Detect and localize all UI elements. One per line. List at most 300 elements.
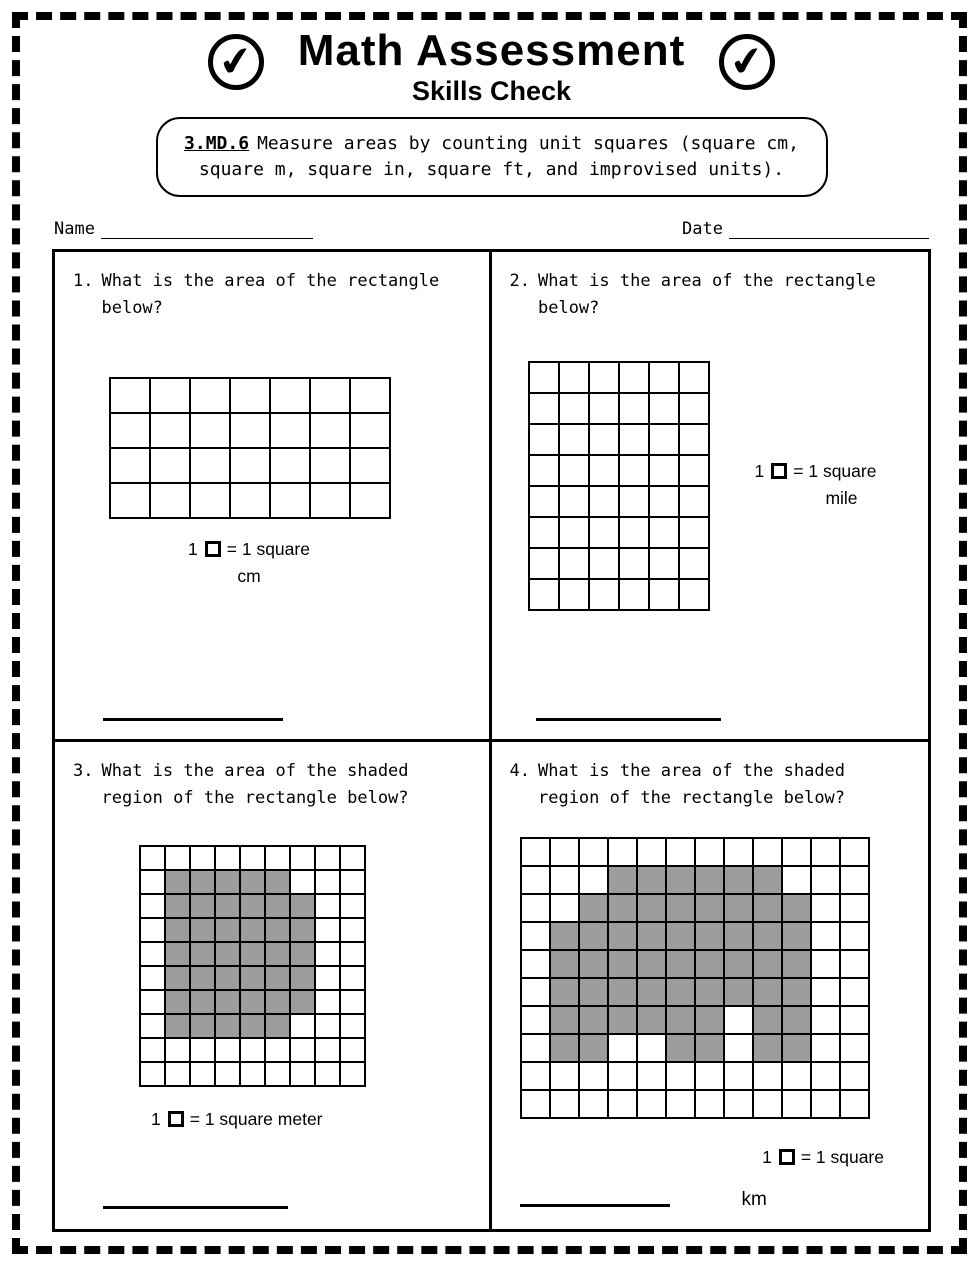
grid-cell-shaded <box>608 978 637 1006</box>
grid-cell <box>559 424 589 455</box>
grid-cell <box>637 1062 666 1090</box>
grid-cell <box>350 413 390 448</box>
grid-cell-shaded <box>782 1034 811 1062</box>
grid-cell <box>315 966 340 990</box>
grid-cell <box>529 393 559 424</box>
grid-cell <box>310 483 350 518</box>
grid-cell <box>649 455 679 486</box>
grid-cell <box>589 517 619 548</box>
question-3-number: 3. <box>73 761 94 782</box>
grid-cell <box>579 866 608 894</box>
grid-cell <box>559 393 589 424</box>
grid-cell-shaded <box>579 978 608 1006</box>
grid-cell-shaded <box>290 966 315 990</box>
grid-cell-shaded <box>240 870 265 894</box>
grid-cell <box>270 483 310 518</box>
grid-cell <box>637 838 666 866</box>
legend-q3 <box>151 1107 471 1132</box>
grid-cell-shaded <box>724 978 753 1006</box>
check-glyph: ✔ <box>727 36 768 88</box>
grid-cell <box>150 448 190 483</box>
grid-cell <box>679 393 709 424</box>
grid-cell <box>637 1090 666 1118</box>
question-4-number: 4. <box>509 761 530 782</box>
grid-cell-shaded <box>608 922 637 950</box>
grid-cell-shaded <box>265 990 290 1014</box>
question-1-body: What is the area of the rectangle below? <box>101 271 440 318</box>
legend-q4 <box>762 1145 910 1170</box>
grid-cell <box>230 448 270 483</box>
grid-cell <box>230 483 270 518</box>
grid-cell-shaded <box>190 1014 215 1038</box>
date-input-line[interactable] <box>729 221 929 239</box>
legend-q1-line <box>109 537 389 562</box>
grid-cell-shaded <box>215 942 240 966</box>
grid-cell <box>270 413 310 448</box>
grid-cell-shaded <box>215 894 240 918</box>
grid-cell <box>619 393 649 424</box>
grid-cell-shaded <box>165 990 190 1014</box>
grid-cell <box>215 1062 240 1086</box>
grid-cell <box>310 413 350 448</box>
grid-cell-shaded <box>240 942 265 966</box>
grid-cell-shaded <box>637 950 666 978</box>
grid-cell <box>695 1090 724 1118</box>
grid-cell <box>110 378 150 413</box>
grid-cell <box>265 1038 290 1062</box>
grid-cell <box>550 1090 579 1118</box>
grid-cell <box>521 838 550 866</box>
grid-cell-shaded <box>579 894 608 922</box>
grid-cell <box>230 413 270 448</box>
legend-q2-line <box>736 459 896 484</box>
grid-cell <box>840 1062 869 1090</box>
grid-cell <box>240 1038 265 1062</box>
grid-cell <box>559 548 589 579</box>
grid-cell <box>290 846 315 870</box>
legend-equals: = 1 square <box>793 461 877 482</box>
grid-cell <box>608 838 637 866</box>
grid-cell <box>753 1062 782 1090</box>
grid-cell <box>140 846 165 870</box>
grid-cell-shaded <box>637 866 666 894</box>
grid-cell <box>140 870 165 894</box>
grid-cell <box>840 1034 869 1062</box>
grid-cell <box>140 894 165 918</box>
grid-cell <box>315 1038 340 1062</box>
grid-cell <box>315 990 340 1014</box>
grid-cell-shaded <box>637 922 666 950</box>
grid-cell <box>782 1062 811 1090</box>
grid-cell-shaded <box>608 894 637 922</box>
grid-cell <box>840 838 869 866</box>
grid-cell-shaded <box>782 978 811 1006</box>
grid-cell <box>840 1006 869 1034</box>
grid-cell-shaded <box>608 866 637 894</box>
question-2-figure <box>510 321 911 611</box>
grid-cell <box>150 378 190 413</box>
grid-cell-shaded <box>550 978 579 1006</box>
grid-cell <box>840 894 869 922</box>
grid-cell <box>589 424 619 455</box>
grid-cell <box>230 378 270 413</box>
grid-cell <box>340 846 365 870</box>
grid-cell <box>270 378 310 413</box>
page-title: Math Assessment <box>297 26 686 75</box>
grid-cell <box>811 950 840 978</box>
grid-cell <box>521 1090 550 1118</box>
grid-cell <box>521 1062 550 1090</box>
question-3 <box>55 742 492 1229</box>
grid-cell <box>579 838 608 866</box>
grid-cell <box>240 1062 265 1086</box>
grid-cell <box>840 978 869 1006</box>
grid-cell <box>811 866 840 894</box>
unit-square-icon <box>168 1111 184 1127</box>
grid-cell <box>619 424 649 455</box>
grid-cell <box>215 1038 240 1062</box>
grid-cell <box>619 362 649 393</box>
name-date-row <box>52 219 931 239</box>
grid-cell-shaded <box>190 918 215 942</box>
grid-cell <box>589 362 619 393</box>
grid-cell <box>589 455 619 486</box>
grid-cell <box>649 579 679 610</box>
grid-cell-shaded <box>215 966 240 990</box>
checkmark-icon-left <box>208 34 264 90</box>
answer-line-q2[interactable] <box>536 709 721 721</box>
grid-cell <box>340 990 365 1014</box>
answer-row-q1 <box>73 709 471 721</box>
grid-cell <box>140 966 165 990</box>
grid-cell <box>521 978 550 1006</box>
grid-cell-shaded <box>550 950 579 978</box>
grid-cell <box>637 1034 666 1062</box>
grid-cell-shaded <box>190 894 215 918</box>
grid-cell-shaded <box>724 866 753 894</box>
grid-cell <box>315 894 340 918</box>
grid-cell-shaded <box>782 894 811 922</box>
grid-cell <box>110 448 150 483</box>
unit-square-icon <box>205 541 221 557</box>
unit-grid-q3 <box>139 845 366 1087</box>
grid-cell-shaded <box>695 978 724 1006</box>
grid-cell-shaded <box>666 866 695 894</box>
grid-cell-shaded <box>753 1034 782 1062</box>
grid-cell <box>619 517 649 548</box>
name-label: Name <box>54 219 95 240</box>
grid-cell-shaded <box>240 894 265 918</box>
grid-cell-shaded <box>579 1034 608 1062</box>
grid-cell <box>140 990 165 1014</box>
grid-cell <box>619 579 649 610</box>
answer-row-q4 <box>510 1189 911 1211</box>
standard-text: Measure areas by counting unit squares (square cm, square m, square in, square ft, and improvised units). <box>198 133 799 181</box>
answer-line-q1[interactable] <box>103 709 283 721</box>
grid-cell-shaded <box>265 1014 290 1038</box>
question-4 <box>492 742 929 1229</box>
grid-cell-shaded <box>579 950 608 978</box>
grid-cell-shaded <box>753 950 782 978</box>
grid-cell-shaded <box>290 942 315 966</box>
grid-cell <box>589 393 619 424</box>
grid-cell <box>340 918 365 942</box>
grid-cell-shaded <box>290 894 315 918</box>
question-1 <box>55 252 492 742</box>
grid-cell <box>608 1062 637 1090</box>
grid-cell <box>521 894 550 922</box>
grid-cell <box>190 483 230 518</box>
question-4-text <box>510 758 911 811</box>
grid-cell-shaded <box>753 978 782 1006</box>
grid-cell-shaded <box>608 1006 637 1034</box>
grid-cell-shaded <box>215 990 240 1014</box>
grid-cell-shaded <box>190 990 215 1014</box>
grid-cell-shaded <box>215 1014 240 1038</box>
grid-cell <box>190 1062 215 1086</box>
grid-cell <box>724 838 753 866</box>
grid-cell-shaded <box>579 1006 608 1034</box>
grid-cell <box>811 838 840 866</box>
grid-cell <box>840 866 869 894</box>
grid-cell <box>649 424 679 455</box>
grid-cell <box>666 1062 695 1090</box>
grid-cell <box>140 1038 165 1062</box>
grid-cell <box>529 517 559 548</box>
grid-cell-shaded <box>637 978 666 1006</box>
grid-cell <box>340 870 365 894</box>
grid-cell-shaded <box>165 1014 190 1038</box>
question-3-body: What is the area of the shaded region of the rectangle below? <box>101 761 409 808</box>
grid-cell-shaded <box>290 918 315 942</box>
grid-cell <box>753 838 782 866</box>
grid-cell <box>579 1062 608 1090</box>
grid-cell-shaded <box>550 922 579 950</box>
grid-cell <box>679 548 709 579</box>
grid-cell <box>649 548 679 579</box>
grid-cell-shaded <box>165 942 190 966</box>
grid-cell-shaded <box>782 1006 811 1034</box>
grid-cell-shaded <box>724 922 753 950</box>
standard-code: 3.MD.6 <box>184 133 250 155</box>
grid-cell <box>110 413 150 448</box>
grid-cell <box>190 846 215 870</box>
grid-cell-shaded <box>550 1006 579 1034</box>
grid-cell <box>240 846 265 870</box>
grid-cell-shaded <box>240 966 265 990</box>
grid-cell <box>695 1062 724 1090</box>
grid-cell <box>811 1090 840 1118</box>
legend-q2 <box>736 459 896 510</box>
grid-cell-shaded <box>782 922 811 950</box>
grid-cell <box>521 866 550 894</box>
grid-cell <box>619 486 649 517</box>
grid-cell-shaded <box>666 1006 695 1034</box>
question-1-number: 1. <box>73 271 94 292</box>
grid-cell <box>315 942 340 966</box>
question-1-text <box>73 268 471 321</box>
date-field <box>682 219 929 239</box>
grid-cell-shaded <box>666 922 695 950</box>
grid-cell <box>350 378 390 413</box>
grid-cell <box>140 918 165 942</box>
title-block <box>298 28 686 107</box>
grid-cell <box>529 548 559 579</box>
grid-cell <box>315 870 340 894</box>
grid-cell <box>340 1062 365 1086</box>
answer-unit-q4: km <box>741 1189 767 1211</box>
grid-cell <box>811 978 840 1006</box>
unit-square-icon <box>771 463 787 479</box>
question-2-text <box>510 268 911 321</box>
grid-cell-shaded <box>165 918 190 942</box>
grid-cell <box>724 1006 753 1034</box>
grid-cell-shaded <box>608 950 637 978</box>
grid-cell <box>190 378 230 413</box>
grid-cell <box>140 1062 165 1086</box>
question-3-text <box>73 758 471 811</box>
grid-cell-shaded <box>637 1006 666 1034</box>
grid-cell <box>215 846 240 870</box>
grid-cell <box>190 1038 215 1062</box>
grid-cell-shaded <box>666 1034 695 1062</box>
checkmark-icon-right <box>719 34 775 90</box>
grid-cell-shaded <box>695 950 724 978</box>
grid-cell-shaded <box>637 894 666 922</box>
question-2 <box>492 252 929 742</box>
answer-line-q3[interactable] <box>103 1197 288 1209</box>
grid-cell-shaded <box>190 870 215 894</box>
unit-grid-q4 <box>520 837 870 1119</box>
grid-cell <box>165 1038 190 1062</box>
grid-cell-shaded <box>695 1034 724 1062</box>
grid-cell <box>310 378 350 413</box>
legend-q2-unit: mile <box>825 487 858 508</box>
grid-cell-shaded <box>695 1006 724 1034</box>
grid-cell-shaded <box>165 894 190 918</box>
grid-cell <box>290 1014 315 1038</box>
grid-cell-shaded <box>579 922 608 950</box>
questions-table <box>52 249 931 1232</box>
grid-cell <box>350 483 390 518</box>
grid-cell-shaded <box>240 918 265 942</box>
grid-cell <box>782 1090 811 1118</box>
grid-cell-shaded <box>695 894 724 922</box>
grid-cell <box>679 579 709 610</box>
name-field <box>54 219 313 239</box>
grid-cell <box>340 966 365 990</box>
grid-cell-shaded <box>695 866 724 894</box>
grid-cell <box>270 448 310 483</box>
grid-cell <box>290 1062 315 1086</box>
name-input-line[interactable] <box>101 221 313 239</box>
grid-cell-shaded <box>165 966 190 990</box>
grid-cell <box>649 393 679 424</box>
legend-count: 1 <box>188 539 198 560</box>
grid-cell-shaded <box>215 870 240 894</box>
grid-cell <box>315 1062 340 1086</box>
grid-cell <box>290 870 315 894</box>
grid-cell <box>559 579 589 610</box>
check-glyph: ✔ <box>215 36 256 88</box>
grid-cell <box>811 1006 840 1034</box>
grid-cell <box>190 413 230 448</box>
grid-cell <box>550 1062 579 1090</box>
grid-cell <box>150 483 190 518</box>
legend-count: 1 <box>762 1147 772 1168</box>
grid-cell <box>559 486 589 517</box>
grid-cell <box>559 517 589 548</box>
grid-cell-shaded <box>753 894 782 922</box>
grid-cell-shaded <box>550 1034 579 1062</box>
grid-cell <box>811 894 840 922</box>
grid-cell <box>529 579 559 610</box>
grid-cell <box>840 922 869 950</box>
grid-cell <box>782 866 811 894</box>
grid-cell <box>840 950 869 978</box>
grid-cell <box>265 846 290 870</box>
standard-box <box>156 117 828 197</box>
grid-cell-shaded <box>265 870 290 894</box>
grid-cell <box>619 548 649 579</box>
grid-cell <box>589 486 619 517</box>
legend-equals: = 1 square <box>800 1147 884 1168</box>
answer-row-q2 <box>510 709 911 721</box>
grid-cell <box>649 486 679 517</box>
grid-cell <box>589 548 619 579</box>
grid-cell-shaded <box>265 894 290 918</box>
grid-cell <box>679 517 709 548</box>
grid-cell <box>679 455 709 486</box>
grid-cell <box>521 1034 550 1062</box>
grid-cell <box>529 362 559 393</box>
grid-cell-shaded <box>753 1006 782 1034</box>
page-subtitle: Skills Check <box>411 76 572 107</box>
grid-cell <box>649 517 679 548</box>
grid-cell-shaded <box>165 870 190 894</box>
legend-q1-unit: cm <box>237 565 261 586</box>
grid-cell-shaded <box>190 966 215 990</box>
grid-cell <box>550 894 579 922</box>
grid-cell-shaded <box>215 918 240 942</box>
grid-cell-shaded <box>724 950 753 978</box>
grid-cell <box>679 486 709 517</box>
grid-cell-shaded <box>753 922 782 950</box>
grid-cell-shaded <box>290 990 315 1014</box>
grid-cell <box>811 1062 840 1090</box>
unit-square-icon <box>779 1149 795 1165</box>
grid-cell-shaded <box>265 942 290 966</box>
grid-cell <box>521 1006 550 1034</box>
grid-cell <box>695 838 724 866</box>
grid-cell <box>649 362 679 393</box>
answer-line-q4[interactable] <box>520 1195 670 1207</box>
grid-cell <box>150 413 190 448</box>
grid-cell <box>679 424 709 455</box>
grid-cell <box>521 922 550 950</box>
unit-grid-q1 <box>109 377 391 519</box>
grid-cell <box>340 894 365 918</box>
grid-cell-shaded <box>724 894 753 922</box>
grid-cell-shaded <box>240 990 265 1014</box>
legend-q1 <box>109 537 389 588</box>
grid-cell <box>265 1062 290 1086</box>
grid-cell <box>310 448 350 483</box>
legend-equals: = 1 square <box>226 539 310 560</box>
grid-cell-shaded <box>265 918 290 942</box>
grid-cell <box>811 1034 840 1062</box>
grid-cell <box>608 1090 637 1118</box>
